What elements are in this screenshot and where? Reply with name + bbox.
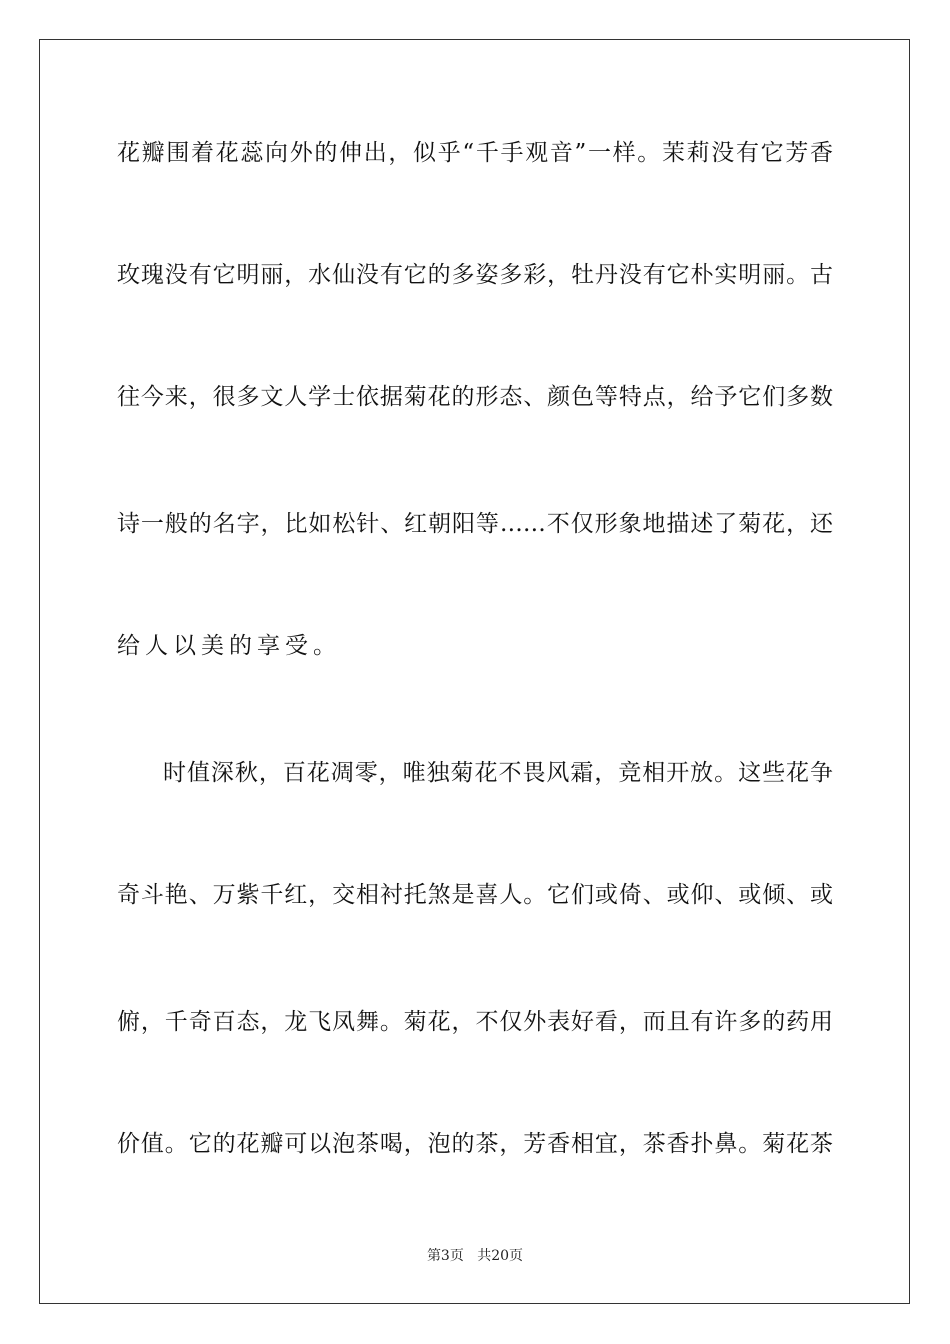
paragraph-line: 花瓣围着花蕊向外的伸出，似乎“千手观音”一样。茉莉没有它芳香 — [117, 140, 833, 166]
paragraph-line: 奇斗艳、万紫千红，交相衬托煞是喜人。它们或倚、或仰、或倾、或 — [117, 882, 833, 908]
paragraph-line: 诗一般的名字，比如松针、红朝阳等……不仅形象地描述了菊花，还 — [117, 511, 833, 537]
paragraph-line: 时值深秋，百花凋零，唯独菊花不畏风霜，竞相开放。这些花争 — [163, 760, 833, 786]
page-number: 第3页 — [426, 1248, 464, 1264]
paragraph-line: 给人以美的享受。 — [117, 633, 341, 659]
paragraph-line: 俯，千奇百态，龙飞凤舞。菊花，不仅外表好看，而且有许多的药用 — [117, 1009, 833, 1035]
paragraph-line: 往今来，很多文人学士依据菊花的形态、颜色等特点，给予它们多数 — [117, 384, 833, 410]
paragraph-line: 价值。它的花瓣可以泡茶喝，泡的茶，芳香相宜，茶香扑鼻。菊花茶 — [117, 1131, 833, 1157]
page-border — [39, 39, 910, 1304]
paragraph-line: 玫瑰没有它明丽，水仙没有它的多姿多彩，牡丹没有它朴实明丽。古 — [117, 262, 833, 288]
page-footer — [0, 1246, 950, 1266]
page-total: 共20页 — [477, 1248, 524, 1264]
